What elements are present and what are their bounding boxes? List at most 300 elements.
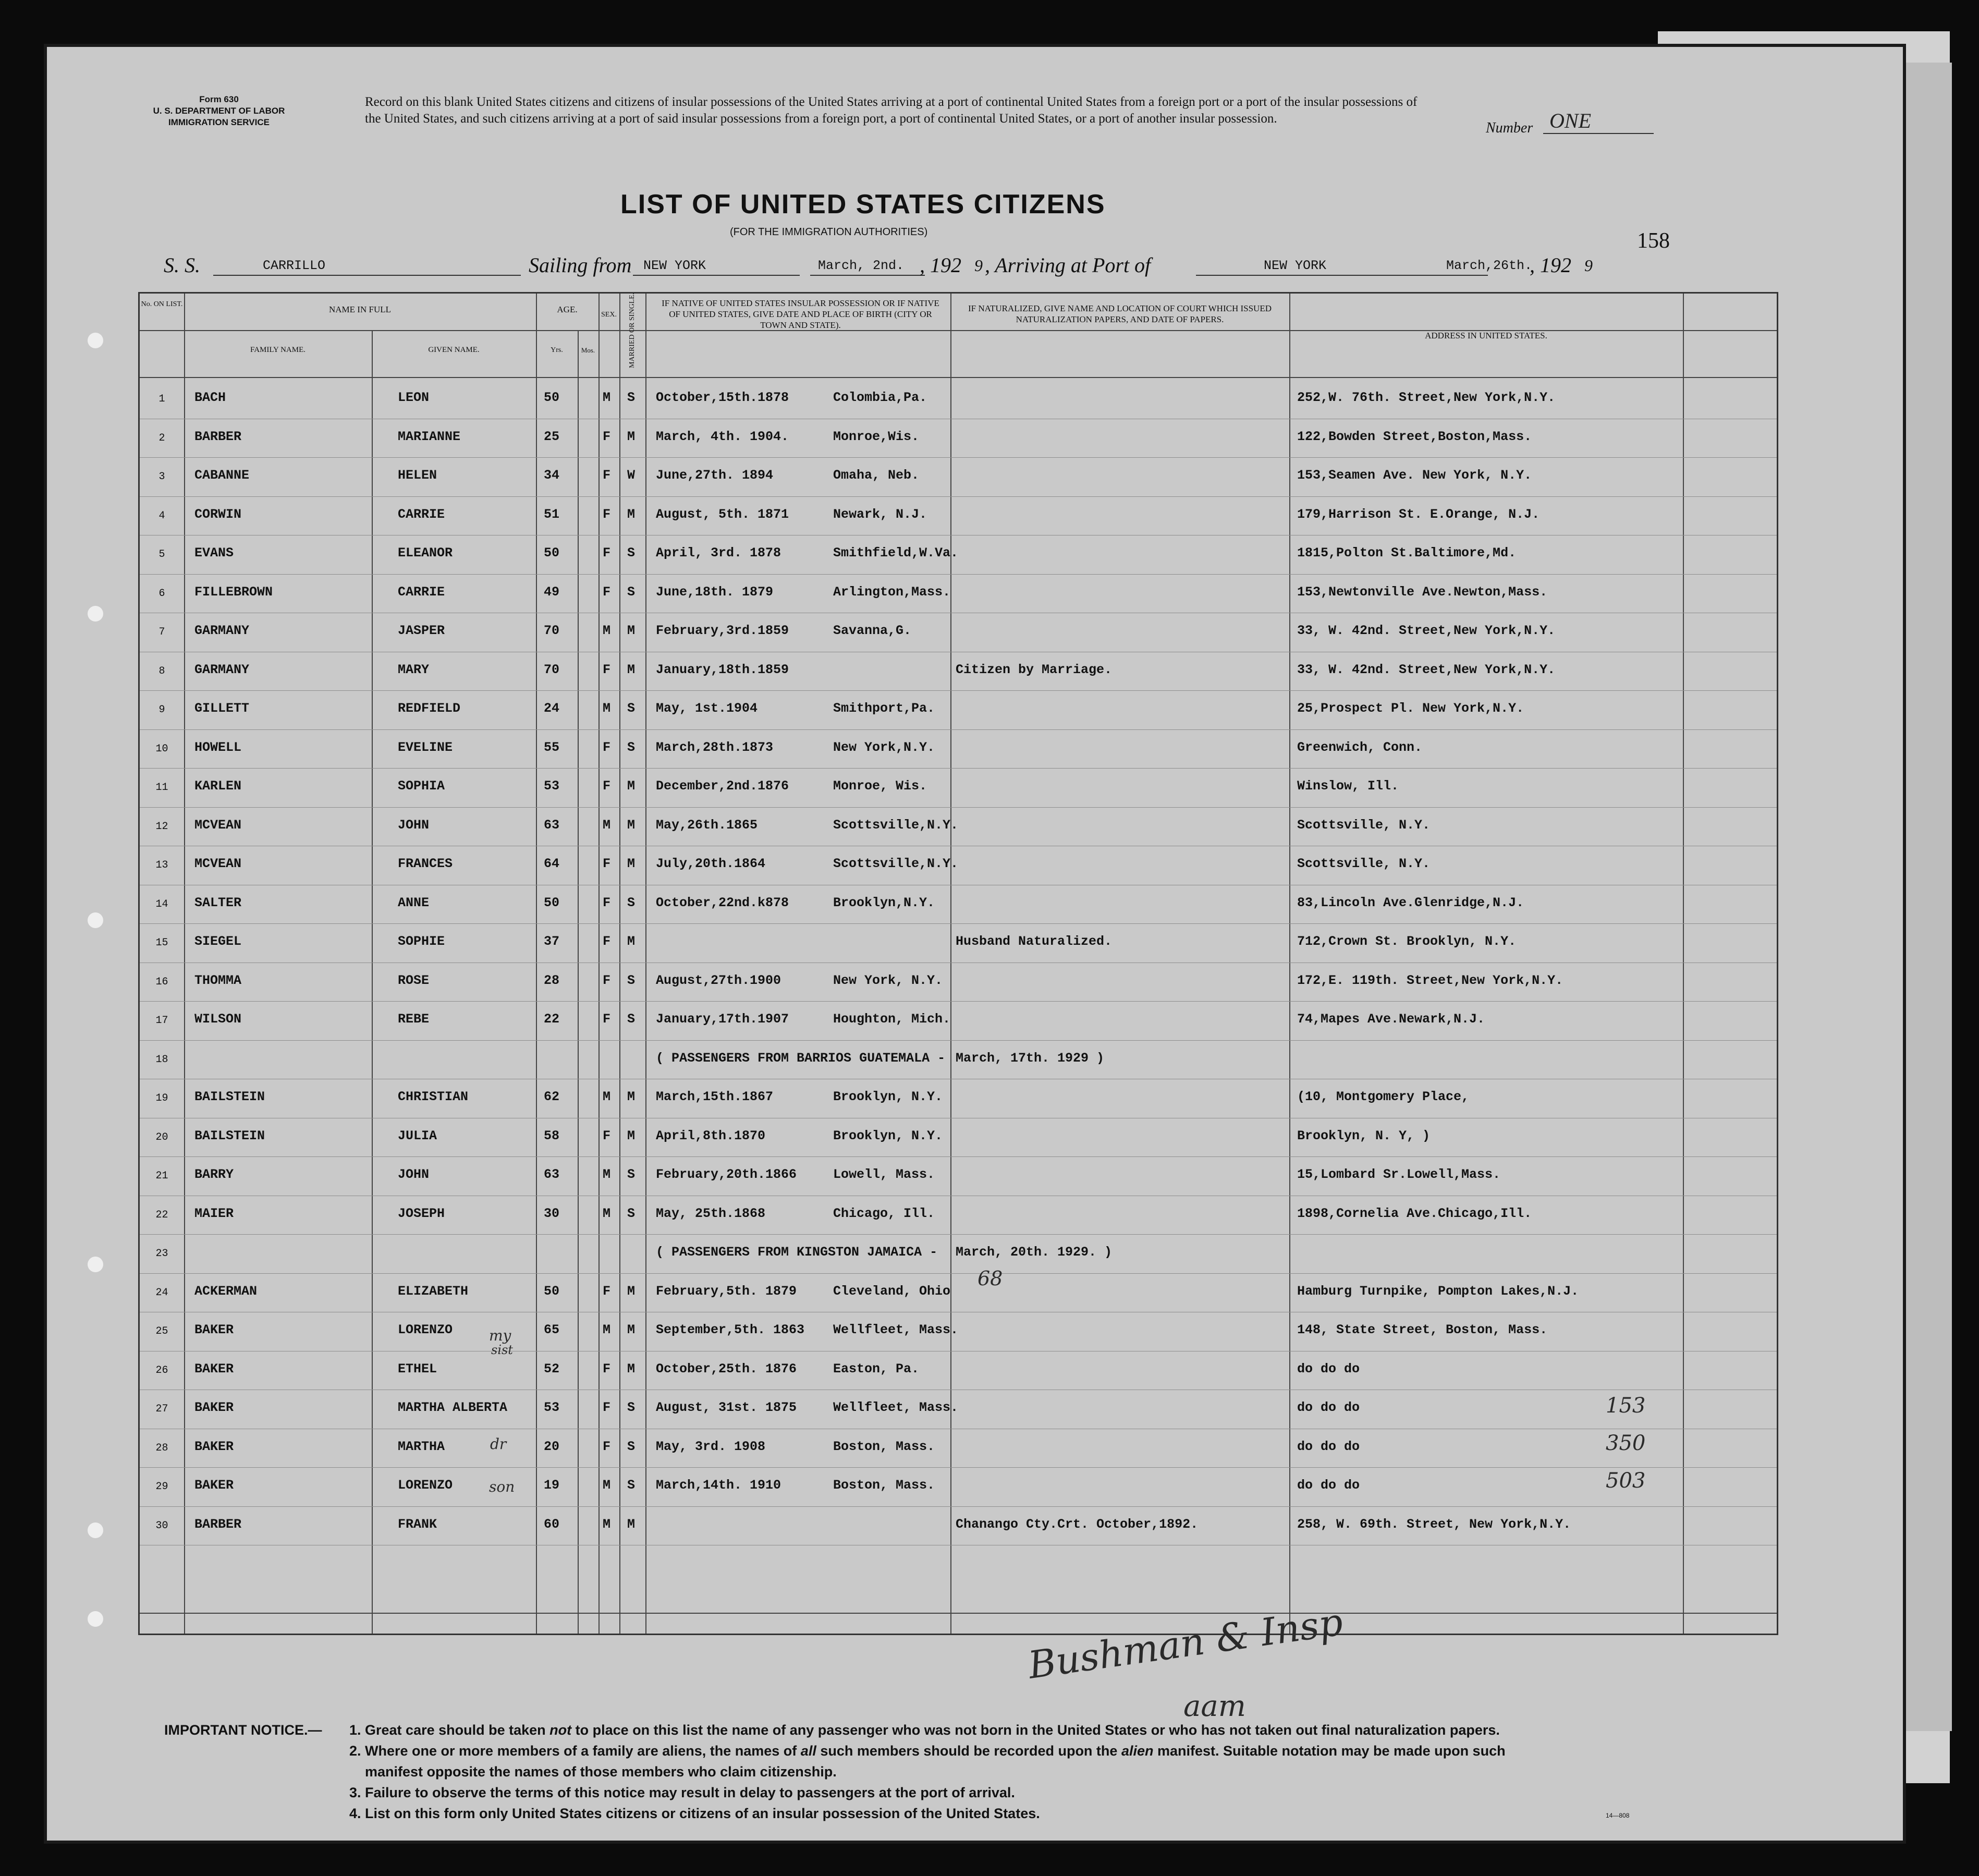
cell-birth-date: January,17th.1907	[656, 1012, 789, 1027]
cell-address: Winslow, Ill.	[1297, 778, 1399, 794]
cell-given: EVELINE	[398, 739, 453, 755]
handwritten-sist: sist	[491, 1343, 513, 1357]
cell-sex: M	[603, 1167, 611, 1182]
cell-age: 51	[544, 506, 560, 522]
cell-sex: F	[603, 895, 611, 910]
cell-no: 14	[155, 898, 168, 910]
cell-birth-date: May, 3rd. 1908	[656, 1439, 766, 1454]
cell-given: ROSE	[398, 972, 430, 988]
cell-age: 53	[544, 778, 560, 794]
cell-ms: S	[627, 972, 636, 988]
cell-address: 15,Lombard Sr.Lowell,Mass.	[1297, 1167, 1501, 1182]
cell-birth-date: February,20th.1866	[656, 1167, 797, 1182]
cell-birth-date: May,26th.1865	[656, 817, 758, 833]
cell-birth-date: March,15th.1867	[656, 1089, 774, 1104]
cell-birth-place: New York,N.Y.	[833, 739, 935, 755]
cell-address: 252,W. 76th. Street,New York,N.Y.	[1297, 390, 1556, 405]
cell-sex: F	[603, 468, 611, 483]
cell-ms: M	[627, 1322, 636, 1337]
cell-birth-date: August,27th.1900	[656, 972, 781, 988]
arriving-port: NEW YORK	[1264, 258, 1327, 273]
cell-ms: S	[627, 1205, 636, 1221]
voyage-line	[164, 253, 1665, 284]
cell-address: 712,Crown St. Brooklyn, N.Y.	[1297, 934, 1517, 949]
cell-age: 50	[544, 1283, 560, 1299]
cell-ms: S	[627, 1439, 636, 1454]
cell-birth-date: June,18th. 1879	[656, 584, 774, 600]
cell-age: 63	[544, 1167, 560, 1182]
notice-item-4: 4. List on this form only United States citizens or citizens of an insular possession of the United States.	[349, 1806, 1040, 1821]
cell-age: 30	[544, 1205, 560, 1221]
service-name: IMMIGRATION SERVICE	[168, 117, 270, 127]
cell-sex: M	[603, 1322, 611, 1337]
table-row	[140, 652, 1777, 690]
cell-age: 53	[544, 1400, 560, 1415]
cell-sex: M	[603, 1089, 611, 1104]
cell-address: do do do	[1297, 1439, 1360, 1454]
cell-birth-place: Scottsville,N.Y.	[833, 817, 959, 833]
table-row	[140, 807, 1777, 846]
cell-given: HELEN	[398, 468, 437, 483]
cell-age: 28	[544, 972, 560, 988]
table-row	[140, 1001, 1777, 1040]
cell-family: BAILSTEIN	[194, 1089, 265, 1104]
cell-age: 25	[544, 429, 560, 444]
cell-no: 11	[155, 782, 168, 794]
header-name-in-full: NAME IN FULL	[329, 304, 391, 314]
table-row	[140, 1040, 1777, 1079]
cell-birth-place: Easton, Pa.	[833, 1361, 920, 1376]
handwritten-my: my	[489, 1327, 511, 1344]
cell-family: THOMMA	[194, 972, 242, 988]
cell-family: KARLEN	[194, 778, 242, 794]
cell-sex: F	[603, 429, 611, 444]
cell-birth-place: Boston, Mass.	[833, 1478, 935, 1493]
table-row	[140, 1156, 1777, 1195]
cell-given: CARRIE	[398, 506, 445, 522]
cell-birth-place: Brooklyn,N.Y.	[833, 895, 935, 910]
cell-age: 60	[544, 1516, 560, 1532]
cell-no: 28	[155, 1442, 168, 1454]
cell-sex: F	[603, 1012, 611, 1027]
cell-address: do do do	[1297, 1361, 1360, 1376]
cell-birth-place: Monroe,Wis.	[833, 429, 920, 444]
cell-birth-date: April,8th.1870	[656, 1128, 766, 1143]
cell-age: 49	[544, 584, 560, 600]
cell-given: CHRISTIAN	[398, 1089, 469, 1104]
cell-no: 1	[158, 393, 165, 405]
cell-birth-place: Smithport,Pa.	[833, 701, 935, 716]
table-row	[140, 1390, 1777, 1428]
cell-no: 24	[155, 1286, 168, 1299]
cell-ms: M	[627, 1128, 636, 1143]
cell-given: CARRIE	[398, 584, 445, 600]
notice-item-1: 1. Great care should be taken not to place on this list the name of any passenger who was not born in the United States or who has not taken out final naturalization papers.	[349, 1722, 1500, 1738]
cell-no: 8	[158, 665, 165, 677]
cell-given: REBE	[398, 1012, 430, 1027]
cell-given: MARIANNE	[398, 429, 461, 444]
sailing-year-prefix: , 192	[920, 253, 961, 277]
cell-no: 9	[158, 704, 165, 716]
cell-sex: M	[603, 817, 611, 833]
cell-ms: M	[627, 778, 636, 794]
cell-age: 58	[544, 1128, 560, 1143]
punch-hole	[88, 912, 103, 928]
cell-family: MCVEAN	[194, 817, 242, 833]
table-row	[140, 1196, 1777, 1234]
cell-family: BAKER	[194, 1400, 234, 1415]
cell-ms: S	[627, 1167, 636, 1182]
form-number: Form 630	[199, 94, 239, 104]
cell-address: Scottsville, N.Y.	[1297, 817, 1431, 833]
cell-no: 16	[155, 976, 168, 988]
cell-family: EVANS	[194, 545, 234, 561]
table-row	[140, 768, 1777, 807]
cell-sex: F	[603, 739, 611, 755]
ship-name: CARRILLO	[263, 258, 326, 273]
cell-ms: M	[627, 856, 636, 871]
cell-sex: M	[603, 1516, 611, 1532]
page-subtitle: (FOR THE IMMIGRATION AUTHORITIES)	[730, 226, 928, 238]
cell-birth-date: October,25th. 1876	[656, 1361, 797, 1376]
cell-no: 20	[155, 1131, 168, 1143]
passenger-table	[138, 292, 1778, 1635]
cell-address: 148, State Street, Boston, Mass.	[1297, 1322, 1548, 1337]
cell-birth-place: New York, N.Y.	[833, 972, 943, 988]
cell-birth-date: February,3rd.1859	[656, 623, 789, 638]
header-family-name: FAMILY NAME.	[250, 346, 306, 354]
cell-sex: F	[603, 1400, 611, 1415]
notice-item-2: 2. Where one or more members of a family are aliens, the names of all such members should be recorded upon the alien manifest. Suitable notation may be made upon such	[349, 1743, 1506, 1759]
cell-family: CABANNE	[194, 468, 250, 483]
cell-address: 172,E. 119th. Street,New York,N.Y.	[1297, 972, 1563, 988]
cell-no: 4	[158, 509, 165, 522]
margin-number: 153	[1606, 1394, 1646, 1418]
cell-ms: W	[627, 468, 636, 483]
sailing-port: NEW YORK	[643, 258, 706, 273]
table-row	[140, 1506, 1777, 1545]
cell-age: 20	[544, 1439, 560, 1454]
cell-birth-place: Wellfleet, Mass.	[833, 1400, 959, 1415]
cell-no: 21	[155, 1170, 168, 1182]
cell-birth-place: Boston, Mass.	[833, 1439, 935, 1454]
cell-family: BAKER	[194, 1439, 234, 1454]
cell-ms: S	[627, 545, 636, 561]
cell-naturalized: March, 17th. 1929 )	[956, 1050, 1105, 1066]
page-number: 158	[1637, 229, 1670, 253]
cell-no: 6	[158, 587, 165, 600]
cell-birth-date: April, 3rd. 1878	[656, 545, 781, 561]
cell-birth-place: Newark, N.J.	[833, 506, 927, 522]
arriving-year: 9	[1584, 256, 1593, 275]
cell-birth-date: August, 5th. 1871	[656, 506, 789, 522]
cell-given: JASPER	[398, 623, 445, 638]
cell-no: 12	[155, 820, 168, 833]
cell-family: BAKER	[194, 1478, 234, 1493]
cell-no: 27	[155, 1403, 168, 1415]
cell-no: 25	[155, 1325, 168, 1337]
cell-sex: M	[603, 701, 611, 716]
cell-birth-date: ( PASSENGERS FROM KINGSTON JAMAICA -	[656, 1245, 938, 1260]
cell-family: BACH	[194, 390, 226, 405]
handwritten-dr: dr	[490, 1435, 507, 1453]
cell-address: Scottsville, N.Y.	[1297, 856, 1431, 871]
cell-age: 34	[544, 468, 560, 483]
cell-birth-date: February,5th. 1879	[656, 1283, 797, 1299]
cell-naturalized: Chanango Cty.Crt. October,1892.	[956, 1516, 1199, 1532]
table-row	[140, 419, 1777, 457]
cell-birth-date: June,27th. 1894	[656, 468, 774, 483]
table-row	[140, 1429, 1777, 1467]
cell-given: ETHEL	[398, 1361, 437, 1376]
header-sex: SEX.	[601, 311, 617, 319]
cell-no: 7	[158, 626, 165, 638]
cell-age: 55	[544, 739, 560, 755]
cell-ms: M	[627, 1361, 636, 1376]
cell-age: 63	[544, 817, 560, 833]
cell-family: SALTER	[194, 895, 242, 910]
cell-birth-date: January,18th.1859	[656, 662, 789, 677]
cell-family: ACKERMAN	[194, 1283, 258, 1299]
header-birth: IF NATIVE OF UNITED STATES INSULAR POSSESSION OR IF NATIVE OF UNITED STATES, GIVE DATE AND PLACE OF BIRTH (CITY OR TOWN AND STATE).	[662, 298, 939, 330]
cell-address: 1898,Cornelia Ave.Chicago,Ill.	[1297, 1205, 1532, 1221]
cell-birth-date: October,15th.1878	[656, 390, 789, 405]
table-row	[140, 613, 1777, 651]
cell-address: 83,Lincoln Ave.Glenridge,N.J.	[1297, 895, 1524, 910]
cell-sex: F	[603, 934, 611, 949]
cell-sex: F	[603, 1128, 611, 1143]
cell-no: 17	[155, 1015, 168, 1027]
cell-no: 29	[155, 1481, 168, 1493]
table-row	[140, 729, 1777, 768]
cell-birth-date: August, 31st. 1875	[656, 1400, 797, 1415]
cell-family: BARBER	[194, 1516, 242, 1532]
cell-no: 13	[155, 859, 168, 871]
arriving-year-prefix: , 192	[1530, 253, 1571, 277]
cell-sex: F	[603, 662, 611, 677]
form-code: 14—808	[1606, 1812, 1630, 1819]
cell-birth-place: Smithfield,W.Va.	[833, 545, 959, 561]
cell-sex: F	[603, 778, 611, 794]
cell-family: MCVEAN	[194, 856, 242, 871]
number-label: Number	[1486, 120, 1533, 136]
cell-family: BARBER	[194, 429, 242, 444]
margin-number: 350	[1606, 1431, 1646, 1455]
cell-no: 18	[155, 1053, 168, 1066]
cell-address: do do do	[1297, 1478, 1360, 1493]
cell-birth-date: December,2nd.1876	[656, 778, 789, 794]
cell-address: 153,Newtonville Ave.Newton,Mass.	[1297, 584, 1548, 600]
cell-sex: F	[603, 1361, 611, 1376]
cell-family: WILSON	[194, 1012, 242, 1027]
header-age: AGE.	[557, 304, 578, 314]
header-yrs: Yrs.	[551, 346, 563, 354]
cell-ms: M	[627, 1089, 636, 1104]
table-row	[140, 496, 1777, 535]
cell-birth-place: Brooklyn, N.Y.	[833, 1089, 943, 1104]
cell-family: MAIER	[194, 1205, 234, 1221]
cell-ms: M	[627, 662, 636, 677]
cell-age: 22	[544, 1012, 560, 1027]
cell-birth-place: Houghton, Mich.	[833, 1012, 951, 1027]
cell-address: Hamburg Turnpike, Pompton Lakes,N.J.	[1297, 1283, 1579, 1299]
cell-age: 70	[544, 662, 560, 677]
ss-label: S. S.	[164, 253, 200, 277]
cell-age: 65	[544, 1322, 560, 1337]
cell-sex: F	[603, 1283, 611, 1299]
cell-given: MARTHA	[398, 1439, 445, 1454]
form-identifier	[120, 94, 318, 128]
cell-sex: F	[603, 584, 611, 600]
cell-given: ANNE	[398, 895, 430, 910]
cell-birth-date: May, 1st.1904	[656, 701, 758, 716]
cell-address: 74,Mapes Ave.Newark,N.J.	[1297, 1012, 1485, 1027]
cell-given: LEON	[398, 390, 430, 405]
table-row	[140, 1312, 1777, 1350]
header-mos: Mos.	[581, 346, 595, 354]
table-row	[140, 690, 1777, 729]
cell-no: 30	[155, 1519, 168, 1532]
table-row	[140, 380, 1777, 418]
cell-birth-place: Colombia,Pa.	[833, 390, 927, 405]
cell-given: JOSEPH	[398, 1205, 445, 1221]
cell-birth-place: Chicago, Ill.	[833, 1205, 935, 1221]
cell-age: 50	[544, 390, 560, 405]
cell-address: Greenwich, Conn.	[1297, 739, 1423, 755]
cell-given: FRANCES	[398, 856, 453, 871]
table-row	[140, 923, 1777, 962]
cell-family: BAKER	[194, 1361, 234, 1376]
punch-hole	[88, 1522, 103, 1538]
cell-given: SOPHIA	[398, 778, 445, 794]
cell-given: JULIA	[398, 1128, 437, 1143]
cell-no: 2	[158, 432, 165, 444]
cell-given: LORENZO	[398, 1478, 453, 1493]
department-name: U. S. DEPARTMENT OF LABOR	[153, 106, 285, 116]
header-married-single: MARRIED OR SINGLE.	[628, 293, 636, 368]
cell-sex: M	[603, 390, 611, 405]
arriving-label: , Arriving at Port of	[985, 253, 1151, 277]
cell-birth-place: Savanna,G.	[833, 623, 912, 638]
cell-family: GARMANY	[194, 623, 250, 638]
cell-birth-date: March,28th.1873	[656, 739, 774, 755]
cell-family: FILLEBROWN	[194, 584, 273, 600]
cell-birth-date: March, 4th. 1904.	[656, 429, 789, 444]
cell-age: 19	[544, 1478, 560, 1493]
sailing-date: March, 2nd.	[818, 258, 905, 273]
cell-ms: S	[627, 1478, 636, 1493]
cell-age: 62	[544, 1089, 560, 1104]
cell-age: 37	[544, 934, 560, 949]
table-row	[140, 1467, 1777, 1506]
cell-birth-place: Lowell, Mass.	[833, 1167, 935, 1182]
cell-given: FRANK	[398, 1516, 437, 1532]
cell-family: HOWELL	[194, 739, 242, 755]
number-value: ONE	[1543, 108, 1654, 134]
cell-age: 24	[544, 701, 560, 716]
cell-birth-place: Scottsville,N.Y.	[833, 856, 959, 871]
cell-birth-place: Monroe, Wis.	[833, 778, 927, 794]
cell-no: 22	[155, 1209, 168, 1221]
cell-address: do do do	[1297, 1400, 1360, 1415]
cell-ms: M	[627, 1283, 636, 1299]
cell-address: 25,Prospect Pl. New York,N.Y.	[1297, 701, 1524, 716]
inspector-signature: Bushman & Insp	[1025, 1600, 1346, 1687]
notice-label: IMPORTANT NOTICE.—	[164, 1722, 322, 1738]
cell-ms: S	[627, 739, 636, 755]
cell-address: (10, Montgomery Place,	[1297, 1089, 1470, 1104]
punch-hole	[88, 606, 103, 622]
cell-no: 26	[155, 1364, 168, 1376]
cell-given: ELIZABETH	[398, 1283, 469, 1299]
cell-sex: M	[603, 1205, 611, 1221]
cell-address: 258, W. 69th. Street, New York,N.Y.	[1297, 1516, 1571, 1532]
cell-ms: S	[627, 584, 636, 600]
manifest-page	[47, 47, 1903, 1841]
cell-birth-place: Cleveland, Ohio	[833, 1283, 951, 1299]
cell-no: 10	[155, 742, 168, 755]
cell-ms: M	[627, 817, 636, 833]
cell-no: 15	[155, 937, 168, 949]
cell-ms: S	[627, 1400, 636, 1415]
cell-birth-date: ( PASSENGERS FROM BARRIOS GUATEMALA -	[656, 1050, 946, 1066]
inspector-initials: aam	[1183, 1689, 1246, 1723]
cell-given: MARY	[398, 662, 430, 677]
cell-given: MARTHA ALBERTA	[398, 1400, 508, 1415]
cell-family: BARRY	[194, 1167, 234, 1182]
cell-age: 70	[544, 623, 560, 638]
cell-birth-date: May, 25th.1868	[656, 1205, 766, 1221]
page-title: LIST OF UNITED STATES CITIZENS	[620, 189, 1106, 220]
cell-birth-date: September,5th. 1863	[656, 1322, 805, 1337]
header-no: No. ON LIST.	[141, 300, 183, 308]
cell-age: 52	[544, 1361, 560, 1376]
cell-family: SIEGEL	[194, 934, 242, 949]
cell-family: BAILSTEIN	[194, 1128, 265, 1143]
cell-address: 179,Harrison St. E.Orange, N.J.	[1297, 506, 1540, 522]
table-row	[140, 885, 1777, 923]
cell-sex: F	[603, 972, 611, 988]
cell-sex: F	[603, 506, 611, 522]
cell-no: 3	[158, 471, 165, 483]
cell-birth-place: Arlington,Mass.	[833, 584, 951, 600]
table-row	[140, 1273, 1777, 1312]
cell-age: 50	[544, 545, 560, 561]
cell-given: ELEANOR	[398, 545, 453, 561]
cell-naturalized: Citizen by Marriage.	[956, 662, 1113, 677]
table-row	[140, 846, 1777, 884]
cell-birth-place: Wellfleet, Mass.	[833, 1322, 959, 1337]
arriving-date: March,26th.	[1446, 258, 1533, 273]
notice-item-2-cont: manifest opposite the names of those members who claim citizenship.	[365, 1764, 837, 1780]
margin-tally	[1606, 1387, 1645, 1500]
handwritten-68: 68	[978, 1267, 1003, 1290]
punch-hole	[88, 1611, 103, 1627]
cell-given: REDFIELD	[398, 701, 461, 716]
cell-naturalized: March, 20th. 1929. )	[956, 1245, 1113, 1260]
cell-ms: M	[627, 623, 636, 638]
handwritten-son: son	[489, 1478, 515, 1495]
table-row	[140, 963, 1777, 1001]
sailing-year: 9	[974, 256, 983, 275]
cell-family: CORWIN	[194, 506, 242, 522]
punch-hole	[88, 333, 103, 348]
cell-family: GILLETT	[194, 701, 250, 716]
sailing-label: Sailing from	[529, 253, 632, 277]
notice-item-3: 3. Failure to observe the terms of this notice may result in delay to passengers at the port of arrival.	[349, 1785, 1015, 1800]
cell-given: JOHN	[398, 817, 430, 833]
cell-ms: M	[627, 1516, 636, 1532]
